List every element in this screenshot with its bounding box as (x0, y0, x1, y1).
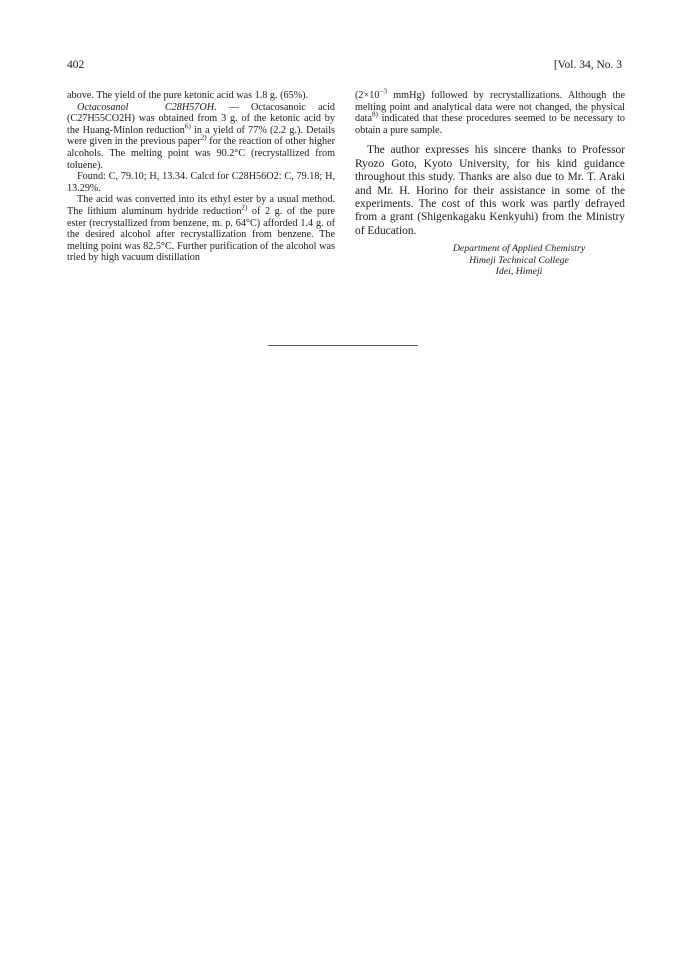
acknowledgement: The author expresses his sincere thanks to Professor Ryozo Goto, Kyoto University, for his kind guidance throughout this study. Thanks are also due to Mr. T. Araki and Mr. H. Horino for their assistance in some of the experiments. The cost of this work was partly defrayed from a grant (Shigenkagaku Kenkyuhi) from the Ministry of Education. (355, 144, 625, 237)
right-column (355, 87, 625, 278)
octacosanol-text-b: ) was obtained from 3 g. of the ketonic acid by the Huang-Minlon reduction (67, 113, 335, 136)
distillation-text-a: (2×10 (355, 90, 380, 101)
reference-8: 8) (371, 110, 378, 119)
distillation-text-c: indicated that these procedures seemed to be necessary to obtain a pure sample. (355, 113, 625, 136)
volume-issue: [Vol. 34, No. 3 (553, 59, 622, 71)
distillation-text-b: mmHg) followed by recrystallizations. Although the melting point and analytical data were not changed, the physical data (355, 90, 625, 125)
octacosanoic-acid-formula: C27H55CO2H (70, 113, 132, 125)
reference-6: 6) (184, 122, 191, 131)
affiliation (355, 243, 625, 278)
octacosanol-text-d: for the reaction of other higher alcohols. The melting point was 90.2°C (recrystallized from toluene). (67, 136, 335, 171)
paragraph-analysis: Found: C, 79.10; H, 13.34. Calcd for C28H56O2: C, 79.18; H, 13.29%. (67, 171, 335, 194)
pressure-exponent: −3 (379, 87, 388, 96)
ester-text-b: of 2 g. of the pure ester (recrystallized from benzene, m. p. 64°C) afforded 1.4 g. of the desired alcohol after recrystallization from benzene. The melting point was 82.5°C. Further purification of the alcohol was tried by high vacuum distillation (67, 205, 335, 264)
octacosanol-heading: Octacosanol (77, 101, 129, 113)
reference-2: 2) (200, 133, 207, 142)
paragraph-distillation (355, 87, 625, 136)
paragraph-ester-reduction (67, 194, 335, 264)
page-header (67, 59, 622, 75)
page-number: 402 (67, 59, 85, 71)
end-rule (268, 345, 418, 346)
left-column (67, 90, 335, 264)
octacosanol-formula: C28H57OH. (164, 101, 217, 113)
ester-text-a: The acid was converted into its ethyl ester by a usual method. The lithium aluminum hydride reduction (67, 194, 335, 217)
affiliation-location: Idei, Himeji (495, 266, 543, 278)
affiliation-department: Department of Applied Chemistry (452, 243, 586, 255)
octacosanol-text-c: in a yield of 77% (2.2 g.). Details were given in the previous paper (67, 124, 335, 148)
affiliation-college: Himeji Technical College (469, 254, 569, 266)
paragraph-octacosanol (67, 102, 335, 172)
octacosanol-text-a: — Octacosanoic acid ( (67, 101, 336, 125)
paragraph-yield: above. The yield of the pure ketonic acid was 1.8 g. (65%). (67, 90, 309, 101)
reference-2b: 2) (241, 203, 248, 212)
